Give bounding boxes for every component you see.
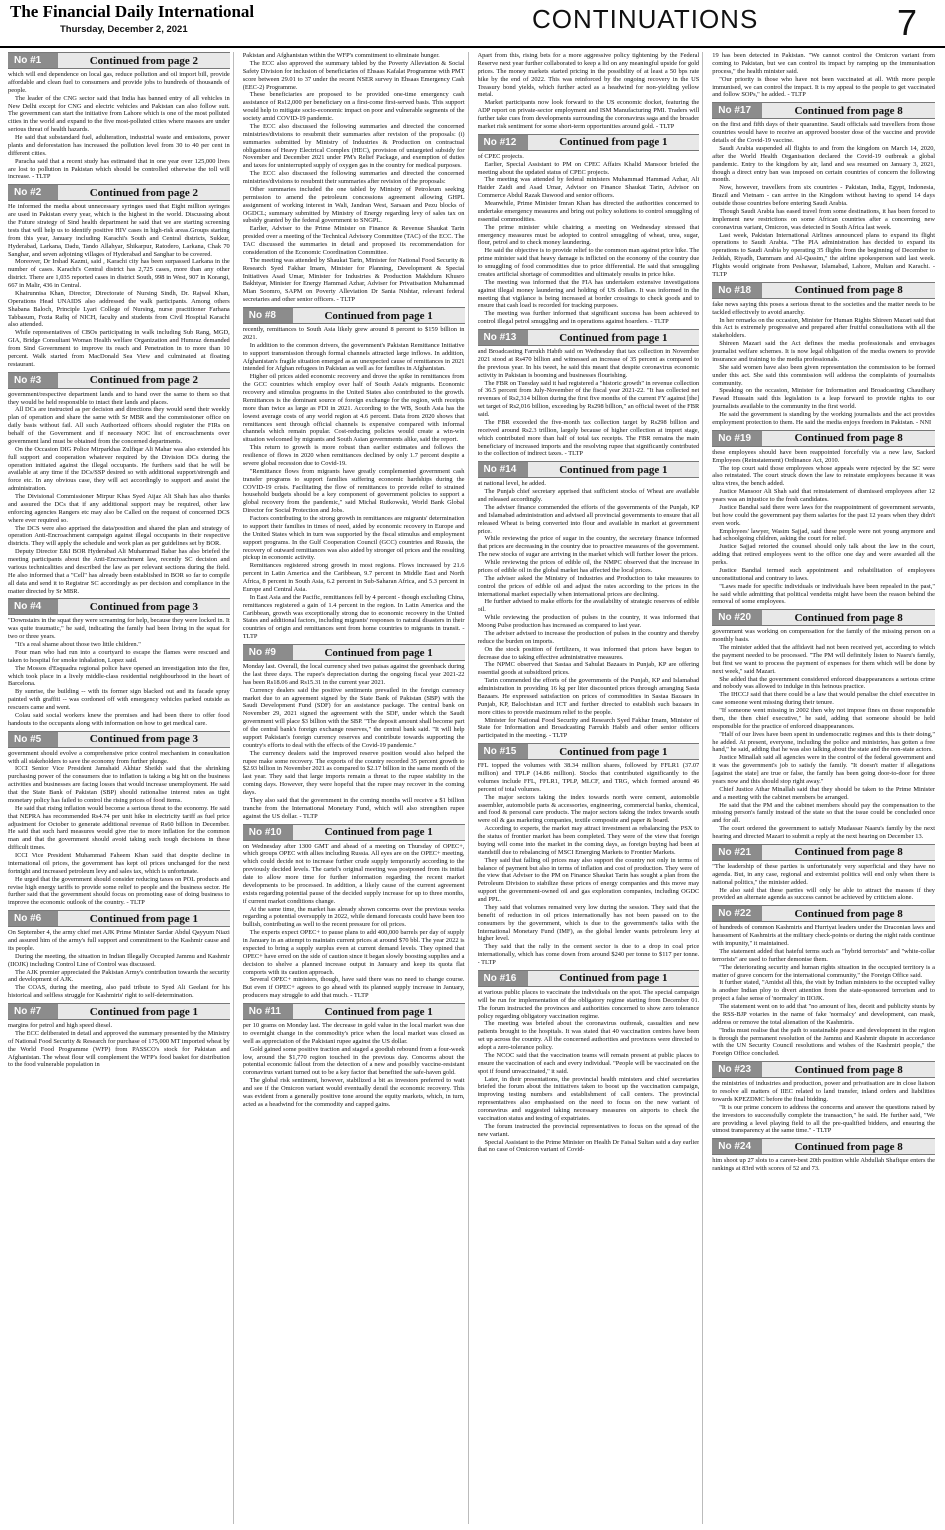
story-number: No #13 [478,330,528,345]
paragraph: fake news saying this poses a serious threat to the societies and the matter needs to be tackled effectively to avoid anarchy. [712,300,935,316]
paragraph: him shoot up 27 slots to a career-best 20th position while Abdullah Shafique enters the rankings at 83rd with scores of 52 and 73. [712,1157,935,1173]
paragraph: The DCS were also apprised the data/position and shared the plan and strategy of operation Anti-Encroachment campaign against illegal occupants in their respective districts. They will apply the schedule and work plan as per guidelines set by BOR. [8,524,230,548]
paragraph: Deputy Director E&I BOR Hyderabad Ali Muhammad Babar has also briefed the meeting participants about the Anti-Encroachment law, recently SC decision and various technicalities and described the law as per relevant sections during the field. He also informed that a "Cell" has already been established in BOR so far to compile all data and send it to Registrar SC accordingly as per decision and compliance in the matter directed by Sr MBR. [8,548,230,595]
paragraph: Pakistan and Afghanistan within the WFP's commitment to eliminate hunger. [242,52,440,59]
paragraph: The Punjab chief secretary apprised that sufficient stocks of Wheat are available and released accordingly. [477,488,700,503]
story-body [712,628,935,841]
story-body [478,762,700,967]
continuation-story [243,307,465,641]
paragraph: Justice Bandial termed such appointment and rehabilitation of employees unconstitutional and contrary to laws. [712,566,935,582]
story-body [8,71,230,181]
story-header [243,307,465,324]
paragraph: He said that substandard fuel, adulteration, industrial waste and emissions, power plants and deforestation has increased the pollution level from 30 to 40 per cent in different cities. [8,134,230,157]
paragraph: The forum instructed the provincial representatives to focus on the spread of the new variant. [477,1122,700,1138]
paragraph: The currency dealers said the improved reserve position would also helped the rupee make some recovery. The exports of the country recorded 35 percent growth to $2.93 billion in November 2021 as compared to $2.17 billion in the same month of the last year. They said that large imports remain a threat to the rupee stability in the coming days. However, they were hopeful that the rupee may recover in the coming days. [242,749,465,796]
story-header [8,731,230,748]
paragraph: They said that the rally in the cement sector is due to a drop in coal price internationally, which has come down from around $240 per tonne to $117 per tonne. - TLTP [477,943,700,966]
paragraph: The meeting was briefed about the coronavirus outbreak, casualties and new patients brought to the hospitals. It was stated that 40 vaccination centres have been set up across the country. All the concerned authorities and provinces were directed to adopt a zero-tolerance policy. [477,1020,700,1051]
paragraph: While reviewing the price of sugar in the country, the secretary finance informed that prices are decreasing in the country due to proactive measures of the government. The new stocks of sugar are arriving in the market which will further lower the prices. [477,535,700,559]
continuation-story [8,598,230,727]
paragraph: of hundreds of common Kashmiris and Hurriyat leaders under the Draconian laws and harassment of Kashmiris at the military check-points or during the night raids continue with impunity," it maintained. [712,924,935,947]
paragraph: Saudi Arabia suspended all flights to and from the kingdom on March 14, 2020, after the World Health Organisation declared the Covid-19 outbreak a global pandemic. Entry to the kingdom by air, land and sea resumed on January 3, 2021, though a direct entry ban was imposed on certain countries of concern the following month. [712,144,935,184]
paragraph: "The deteriorating security and human rights situation in the occupied territory is a matter of grave concern for the international community," the Foreign Office said. [712,963,935,979]
story-number: No #9 [243,645,293,660]
story-body [712,301,935,427]
paragraph: The adviser finance commended the efforts of the governments of the Punjab, KP and Islamabad administration and advised all provincial governments to ensure that all released Wheat is being converted into flour and available in market at government price. [477,503,700,535]
paragraph: Last week, Pakistan International Airlines announced plans to expand its flight operations to Saudi Arabia. "The PIA administration has decided to expand its operations to Saudi Arabia by operating 35 flights from the beginning of December to Jeddah, Riyadh, Dammam and Al-Qassim," the airline spokesperson said last week. Flights would originate from Peshawar, Islamabad, Lahore, Multan and Karachi. - TLTP [712,231,935,278]
paragraph: The Mossos d'Esquadra regional police have opened an investigation into the fire, which took place in a lively middle-class residential neighbourhood in the heart of Barcelona. [8,664,230,688]
story-header [243,644,465,661]
paragraph: The meeting was attended by federal ministers Muhammad Hammad Azhar, Ali Haider Zaidi and Asad Umar, Advisor on Finance Shaukat Tarin, Advisor on Commerce Abdul Razak Dawood and senior officers. [477,176,700,200]
paragraph: By sunrise, the building -- with its former sign blacked out and its facade spray painted with graffiti -- was cordoned off with emergency vehicles parked outside as rescuers came and went. [8,688,230,711]
paragraph: "If someone went missing in 2002 then why not impose fines on those responsible then, the then chief executive," he said, adding that someone should be held responsible for the practice of enforced disappearances. [712,707,935,730]
paragraph: They also said that the government in the coming months will receive a $1 billion tranche from the International Monetary Fund, which will also strengthen rupee against the US dollar. - TLTP [242,796,465,820]
paragraph: The court ordered the government to satisfy Mudassar Naaru's family by the next hearing and directed Mazari to submit a reply at the next hearing on December 13. [712,825,935,840]
paragraph: These beneficiaries are proposed to be provided one-time emergency cash assistance of Rs12,000 per beneficiary on a first-come first-served basis. This support would help to mitigate socio-economic impact on poor and vulnerable segments of the society amid COVID-19 pandemic. [242,91,465,122]
story-continued-from: Continued from page 1 [324,646,433,659]
story-header [712,102,935,119]
continuation-story [243,644,465,821]
story-header [8,52,230,69]
story-continued-from: Continued from page 8 [794,611,903,624]
paragraph: Moreover, Dr Irshad Kazmi, said , Karachi city has been surpassed Larkana in the number of cases. Karachi's Central district has 2,725 cases, more than any other district. There are 1,035 reported cases in district South, 998 in West, 907 in Korangi, 667 in Malir, 436 in Central. [8,258,230,289]
story-body [478,153,700,326]
story-number: No #20 [712,610,762,625]
story-body [712,1157,935,1173]
paragraph: Employees' lawyer, Wasim Sajjad, said these people were not young anymore and had schoolgoing children, asking the court for relief. [712,527,935,543]
continuation-story [712,102,935,279]
story-body [8,929,230,1000]
story-header [712,430,935,447]
story-continued-from: Continued from page 1 [89,1005,199,1018]
paragraph: Apart from this, rising bets for a more aggressive policy tightening by the Federal Reserve next year further collaborated to keep a lid on any meaningful upside for gold prices. The money markets started pricing in the possibility of at least a 50 bps rate hike by the end of 2022. This was reinforced by the ongoing recovery in the US Treasury bond yields, which further acted as a headwind for non-yielding yellow metal. [477,52,700,99]
story-body [8,1022,230,1069]
story-number: No #1 [8,53,58,68]
paragraph: margins for petrol and high speed diesel. [8,1022,113,1029]
story-number: No #18 [712,283,762,298]
continuation-story [478,970,700,1154]
paragraph: these employees should have been reappointed forcefully via a new law, Sacked Employees (Reinstatement) Ordinance Act, 2010. [712,448,935,464]
paragraph: Now, however, travellers from six countries - Pakistan, India, Egypt, Indonesia, Brazil and Vietnam - can arrive in the Kingdom without having to spend 14 days outside those countries before entering Saudi Arabia. [712,184,935,207]
story-body [712,52,935,99]
story-number: No #6 [8,911,58,926]
paragraph: and Broadcasting Farrukh Habib said on Wednesday that tax collection in November 2021 stood at Rs470 billion and witnessed an increase of 35 percent as compared to the previous year. In his tweet, he said this meant that despite coronavirus economic activity in Pakistan is booming and businesses flourishing. [477,348,700,379]
paragraph: Higher oil prices aided economic recovery and drove the spike in remittances from the GCC countries which employ over half of South Asia's migrants. Economic recovery and stimulus programs in the United States also contributed to the growth. Remittances is the dominant source of foreign exchange for the region, with receipts more than twice as large as FDI in 2021. According to the WB, South Asia has the lowest average costs of any world region at 4.6 percent. Data from 2020 shows that remittances sent through official channels is expensive compared with informal channels which remain popular. Cost-reducing policies would create a win-win situation welcomed by migrants and South Asian governments alike, said the report. [242,373,465,444]
continuation-story [243,824,465,1001]
story-continued-from: Continued from page 3 [89,733,199,746]
paragraph: The ECC also discussed the following summaries and directed the concerned ministries/divisions to resubmit their summaries after revision of the proposals: [242,170,465,185]
paragraph: During the meeting, the situation in Indian Illegally Occupied Jammu and Kashmir (IIOJK) including Control Line of Control was discussed. [8,952,230,968]
story-continued-from: Continued from page 1 [324,1005,433,1018]
text-column [8,52,234,1524]
paragraph: They said that volumes remained very low during the session. They said that the benefit of reduction in oil prices internationally has not been passed on to the consumers by the government, which is due to the government's talks with the International Monetary Fund (IMF), as the global lender wants petroleum levy at higher level. [477,903,700,943]
paragraph: recently, remittances to South Asia likely grew around 8 percent to $159 billion in 2021. [242,326,465,341]
continuation-story [712,609,935,841]
paragraph: At the same time, the market has already shown concerns over the previous weeks regarding a potential oversupply in 2022, while demand forecasts could have been too bullish, contributing as well to the recent pressure for oil prices. [242,905,465,929]
story-header [243,824,465,841]
paragraph: He further advised to make efforts for the availability of strategic reserves of edible oil. [477,598,700,614]
continuation-story [8,1003,230,1069]
story-body [8,203,230,368]
paragraph: Speaking on the occasion, Minister for Information and Broadcasting Chaudhary Fawad Hussain said this legislation is a leap forward to provide rights to our journalists available to the community in the first world. [712,387,935,411]
story-body [243,663,465,821]
paragraph: Earlier, Adviser to the Prime Minister on Finance & Revenue Shaukat Tarin presided over a meeting of the Technical Advisory Committee (TAC) of the ECC. The TAC discussed the summaries in detail and proposed its recommendation for consideration of the Economic Coordination Committee. [242,225,465,256]
paragraph: The ECC deliberated in detail and approved the summary presented by the Ministry of National Food Security & Research for purchase of 175,000 MT imported wheat by the World Food Programme (WFP) from PASSCO's stock for Pakistan and Afghanistan. The wheat flour will complement the WFP's food basket for distribution to the food vulnerable population in [8,1029,230,1069]
paragraph: per 10 grams on Monday last. The decrease in gold value in the local market was due to overnight change in the commodity's price when the local market was closed as well as appreciation of the Pakistani rupee against the US dollar. [242,1022,465,1045]
story-header [478,329,700,346]
paragraph: The statement went on to add that "no amount of lies, deceit and publicity stunts by the RSS-BJP votaries in the name of fake 'normalcy' and development, can mask, address or remove the total alienation of the Kashmiris. [712,1003,935,1026]
paragraph: of CPEC projects. [477,152,524,160]
paragraph: The global risk sentiment, however, stabilized a bit as investors preferred to wait and see if the Omicron variant would eventually derail the economic recovery. This was evident from a generally positive tone around the equity markets, which, in turn, acted as a headwind for the commodity and capped gains. [242,1077,465,1108]
issue-date: Thursday, December 2, 2021 [60,24,188,35]
paragraph: Remittances registered strong growth in most regions. Flows increased by 21.6 percent in Latin America and the Caribbean, 9.7 percent in Middle East and North Africa, 8 percent in South Asia, 6.2 percent in Sub-Saharan Africa, and 5.3 percent in Europe and Central Asia. [242,562,465,593]
paragraph: The Divisional Commissioner Mirpur Khas Syed Aijaz Ali Shah has also thanks and assured the DCs that if any additional support may be required, other law enforcing agencies Rangers etc may also be Called on the request of concerned DCS where ever required so. [8,493,230,524]
story-continued-from: Continued from page 8 [794,432,903,445]
paragraph: The top court said those employees whose appeals were rejected by the SC were also reinstated. The court struck down the law to reinstate employees because it was ultra vires, the bench added. [712,464,935,488]
paragraph: Gold gained some positive traction and staged a goodish rebound from a four-week low, around the $1,770 region touched in the previous day. Concerns about the potential economic fallout from the detection of a new and possibly vaccine-resistant coronavirus variant turned out to be a key factor that benefited the safe-haven gold. [242,1045,465,1077]
story-continued-from: Continued from page 1 [559,331,668,344]
story-number: No #12 [478,135,528,150]
paragraph: They said that falling oil prices may also support the country not only in terms of balance of payment but also in terms of inflation and cost of production. They were of the view that Adviser to the PM on Finance Shaukat Tarin has sought a plan from the Petroleum Division to stabilize these prices of energy companies and this move may support the government-owned oil and gas exploration companies, including OGDC and PPL. [477,856,700,903]
story-number: No #3 [8,373,58,388]
paragraph: Market participants now look forward to the US economic docket, featuring the ADP report on private-sector employment and ISM Manufacturing PMI. Traders will further take cues from developments surrounding the coronavirus saga and the broader market risk sentiment for some short-term opportunities around gold. - TLTP [477,99,700,130]
story-header [8,910,230,927]
masthead [0,0,945,48]
paragraph: He urged that the government should consider reducing taxes on POL products and revise high energy tariffs to provide some relief to people and the business sector. He further said that the government should focus on promoting ease of doing business to improve the economic outlook of the country. - TLTP [8,875,230,907]
paragraph: In addition to the common drivers, the government's Pakistan Remittance Initiative to support transmission through formal channels attracted large inflows. In addition, Afghanistan's fragile situation emerged as an unexpected cause of remittances in 2021 intended for Afghan refugees in Pakistan as well as for families in Afghanistan. [242,341,465,373]
story-header [8,1003,230,1020]
story-body [478,52,700,131]
paragraph: While reviewing the prices of edible oil, the NMPC observed that the increase in prices of edible oil in the global market has affected the local prices. [477,559,700,574]
paragraph: Later, in their presentations, the provincial health ministers and chief secretaries briefed the forum about the initiatives taken to boost up the vaccination campaign, improving testing numbers and establishment of call centers. The provincial representatives also emphasised on the need to focus on the new variant of coronavirus and suggested taking necessary measures on airports to check the vaccination status and testing of expatriates. [477,1075,700,1122]
paragraph: The NPMC observed that Sastaa and Sahulat Bazaars in Punjab, KP are offering essential goods at subsidized prices. [477,661,700,677]
story-header [478,970,700,987]
story-continued-from: Continued from page 2 [89,374,199,387]
paragraph: "It is our prime concern to address the concerns and answer the questions raised by the investors to successfully complete the transaction," he said. He further said, "We are providing a level playing field to all the pre-qualified bidders, and ensuring the utmost transparency at the same time." - TLTP [712,1103,935,1135]
story-header [712,1138,935,1155]
paragraph: It further stated, "Amidst all this, the visit by Indian ministers to the occupied valley is another Indian ploy to divert attention from the state-sponsored terrorism and to project a false sense of 'normalcy' in IIOJK. [712,979,935,1003]
story-body [712,924,935,1058]
paragraph: ICCI Senior Vice President Jamshaid Akhtar Sheikh said that the shrinking purchasing power of the consumers due to inflation is taking a big hit on the business activities and businesses are facing losses that would increase unemployment. He said that the State Bank of Pakistan (SBP) should rationalise interest rates as tight monetary policy has failed to control the rising prices of food items. [8,765,230,804]
continuation-story [478,743,700,967]
continuation-story [478,461,700,740]
paragraph: Chief Justice Athar Minallah said that they should be taken to the Prime Minister and a meeting with the cabinet members be arranged. [712,785,935,801]
story-number: No #14 [478,462,528,477]
story-number: No #7 [8,1004,58,1019]
story-body [8,617,230,727]
paragraph: government should evolve a comprehensive price control mechanism in consultation with all stakeholders to save the economy from further plunge. [8,749,230,765]
paragraph: The meeting was attended by Shaukat Tarin, Minister for National Food Security & Research Syed Fakhar Imam, Minister for Planning, Development & Special Initiatives Asad Umar, Minister for Industries & Production Makhdum Khusro Bakhtyar, Minister for Energy Hammad Azhar, Adviser for Privatisation Muhammad Mian Soomro, SAPM on Poverty Alleviation Dr Sania Nishtar, relevant federal secretaries and other senior officers. - TLTP [242,256,465,304]
story-number: No #15 [478,744,528,759]
continuation-story [712,430,935,607]
paragraph: Earlier, Special Assistant to PM on CPEC Affairs Khalid Mansoor briefed the meeting about the updated status of CPEC projects. [477,160,700,176]
paragraph: She added that the government considered enforced disappearances a serious crime and nobody was allowed to indulge in this heinous practice. [712,675,935,691]
continuation-story [478,329,700,458]
newspaper-name: The Financial Daily International [10,2,255,21]
paragraph: Justice Mansoor Ali Shah said that reinstatement of dismissed employees after 12 years was an injustice to the fresh candidates. [712,488,935,503]
continuation-story [243,1003,465,1109]
continuation-story [243,52,465,304]
paragraph: The experts expect OPEC+ to pause plans to add 400,000 barrels per day of supply in January in an attempt to maintain current prices at around $70 bbl. The year 2022 is expected to bring a supply surplus even at current demand levels. They opined that OPEC+ have erred on the side of caution since it began slowly boosting supplies and a decision to shelve a planned increase output in January and keep its quota flat comports with its caution approach. [242,929,465,976]
paragraph: He also said that these parties will only be able to attract the masses if they provided an alternate agenda as success cannot be achieved by criticism alone. [712,886,935,902]
continuation-story [8,184,230,368]
story-header [712,282,935,299]
paragraph: The NCOC said that the vaccination teams will remain present at public places to ensure the vaccination of each and every individual. "People will be vaccinated on the spot if found unvaccinated," it said. [477,1051,700,1075]
paragraph: He said that the PM and the cabinet members should pay the compensation to the missing person's family instead of the state so that the issue could be concluded once and for all. [712,801,935,825]
page-number: 7 [897,2,918,43]
paragraph: While representatives of CBOs participating in walk including Sub Rang, MGD, GIA, Bridge Consultant Woman Health welfare Organization and Humraz demanded from Sind Government to improve its reach and Penetration in to more than 10 percent. Walk started from MacDonald Sea View and culminated at floating restaurant. [8,329,230,368]
story-number: No #19 [712,431,762,446]
section-title: CONTINUATIONS [532,4,759,34]
continuation-story [8,731,230,908]
paragraph: the ministries of industries and production, power and privatisation are in close liaison to resolve all matters of IIEC related to land transfer, inland orders and liabilities towards KPEZDMC before the final bidding. [712,1080,935,1103]
paragraph: Special Assistant to the Prime Minister on Health Dr Faisal Sultan said a day earlier that no case of Omicron variant of Covid- [477,1138,700,1154]
paragraph: The major sectors taking the index towards north were cement, automobile assembler, automobile parts & accessories, engineering, commercial banks, chemical, and food & personal care products. The major sectors taking the index towards south were oil & gas marketing companies, textile composite and paper & board. [477,793,700,825]
story-body [8,391,230,596]
paragraph: Justice Minallah said all agencies were in the control of the federal government and it was the government's job to satisfy the family. "It doesn't matter if allegations [against the state] are true or false, the family has been going door-to-door for three years now and this should stop right away." [712,754,935,785]
story-body [712,449,935,607]
paragraph: "Laws made for specific individuals or individuals have been repealed in the past," he said while admitting that political vendetta might have been the reason behind the removal of some employees. [712,582,935,606]
paragraph: Meanwhile, Prime Minister Imran Khan has directed the authorities concerned to undertake emergency measures and bring out policy solutions to control smuggling of essential commodities. [477,200,700,223]
story-number: No #4 [8,599,58,614]
story-number: No #22 [712,906,762,921]
story-number: No #5 [8,732,58,747]
continuation-story [712,1138,935,1173]
continuation-story [712,1061,935,1135]
story-header [478,743,700,760]
paragraph: "Our priority is those who have not been vaccinated at all. With more people immunised, we can control the impact. It is my appeal to the people to get vaccinated and follow SOPs," he added. - TLTP [712,75,935,99]
paragraph: Colau said social workers knew the premises and had been there to offer food handouts to the occupants along with information on how to get medical care. [8,711,230,727]
paragraph: "It's a real shame about those two little children." [15,641,141,648]
continuation-story [8,910,230,1000]
story-header [478,134,700,151]
story-header [243,1003,465,1020]
story-continued-from: Continued from page 1 [324,826,433,838]
paragraph: which will end dependence on local gas, reduce pollution and oil import bill, provide affordable and clean fuel to consumers and provide jobs to hundreds of thousands of people. [8,71,230,94]
story-number: No #17 [712,103,762,118]
paragraph: The statement added that hateful terms such as "hybrid terrorists" and "white-collar terrorists" are used to further demonise them. [712,947,935,963]
text-column [243,52,469,1524]
paragraph: at various public places to vaccinate the individuals on the spot. The special campaign will be run for implementation of the obligatory regime starting from December 01. The forum instructed the provinces and authorities concerned to show zero tolerance policy regarding obligatory vaccination regime. [477,988,700,1020]
story-number: No #16 [478,971,528,986]
paragraph: All DCs are instructed as per decision and directions they would send their weekly plan of operation and share the same with Sr MBR and the commissioner office on daily basis without fail. All such Authorized officers should register the FIRs on behalf of the Government and if necessary NOC list of encroachments over government land must be obtained from the concerned departments. [8,406,230,445]
continuation-story [8,372,230,596]
paragraph: He said the objective is to provide relief to the common man against price hike. The prime minister said that heavy damage is inflicted on the economy of the country due to smuggling of food commodities due to price differential. He said that smuggling creates artificial shortage of commodities and ultimately results in price hike. [477,247,700,278]
paragraph: The FBR on Tuesday said it had registered a "historic growth" in revenue collection of 36.5 percent from July-November of the fiscal year 2021-22. "It has collected net revenues of Rs2,314 billion during the first five months of the current FY against [the] set target of Rs2,016 billion, exceeding by Rs298 billion," an official tweet of the FBR said. [477,379,700,418]
paragraph: Minister for National Food Security and Research Syed Fakhar Imam, Minister of State for Information and Broadcasting Farrukh Habib and other senior officers participated in the meeting. - TLTP [477,716,700,740]
paragraph: at national level, he added. [477,480,546,488]
paragraph: on the first and fifth days of their quarantine. Saudi officials said travellers from those countries would have to receive an approved booster dose of the vaccine and provide details of the Covid-19 vaccine. [712,121,935,144]
paragraph: government/respective department lands and to hand over the same to them so that they would be held responsible to intact their lands and places. [8,390,230,406]
story-continued-from: Continued from page 1 [559,136,668,149]
paragraph: Factors contributing to the strong growth in remittances are migrants' determination to support their families in times of need, aided by economic recovery in Europe and the United States which in turn was supported by the fiscal stimulus and employment support programs. In the Gulf Cooperation Council (GCC) countries and Russia, the recovery of outward remittances was also aided by stronger oil prices and the resulting pickup in economic activity. [242,515,465,562]
story-body [712,863,935,902]
paragraph: In East Asia and the Pacific, remittances fell by 4 percent - though excluding China, remittances registered a gain of 1.4 percent in the region. In Latin America and the Caribbean, growth was exceptionally strong due to economic recovery in the United States and additional factors, including migrants' responses to natural disasters in their countries of origin and remittances sent from home countries to migrants in transit. - TLTP [242,593,465,641]
paragraph: According to experts, the market may attract investment as rebalancing the PSX to the status of frontier market has been completed. They were of the view that foreign buying will come into the market in the coming days, as foreign buying had been at standstill due to rebalancing of MSCI Emerging Markets to Frontier Markets. [477,825,700,856]
story-header [712,844,935,861]
paragraph: "India must realise that the path to sustainable peace and development in the region is through the permanent resolution of the Jammu and Kashmir dispute in accordance with the UN Security Council resolutions and wishes of the Kashmiri people," the Foreign Office concluded. [712,1026,935,1058]
paragraph: Monday last. Overall, the local currency shed two paisas against the greenback during the last three days. The rupee's depreciation during the ongoing fiscal year 2021-22 has been Rs18.06 and Rs15.31 in the current year 2021. [242,663,465,686]
story-body [712,1080,935,1135]
story-body [243,52,465,304]
story-continued-from: Continued from page 2 [89,54,199,67]
story-continued-from: Continued from page 8 [794,104,903,117]
story-body [478,480,700,740]
paragraph: Currency dealers said the positive sentiments prevailed in the foreign currency market due to an agreement signed by the State Bank of Pakistan (SBP) with the Saudi Development Fund (SDF) for an assistance package. The central bank on November 29, 2021 signed the agreement with the SDF, under which the Saudi government will place $3 billion with the SBP. "The deposit amount shall become part of the central bank's foreign exchange reserves," the central bank said. "It will help support Pakistan's foreign currency reserves and contribute towards supporting the country's efforts to deal with the effects of the Covid-19 pandemic." [242,686,465,749]
story-continued-from: Continued from page 8 [794,1140,903,1153]
story-continued-from: Continued from page 3 [89,600,199,613]
paragraph: The meeting was informed that the FIA has undertaken extensive investigations against illegal money laundering and holding of US dollars. It was informed in the meeting that vigilance is being increased at border crossings to check goods and to ensure that cash load is recorded for tracking purposes. [477,278,700,310]
story-number: No #21 [712,845,762,860]
paragraph: Tarin commended the efforts of the governments of the Punjab, KP and Islamabad administration in providing 16 kg per liter discounted prices through arranging Sasta Bazaars. He expressed satisfaction on prices of commodities in Sastaa Bazaars in Punjab, KP, Balochistan and ICT and further directed to establish such bazaars in more cities to provide maximum relief to the people. [477,677,700,716]
paragraph: The adviser asked the Ministry of Industries and Production to take measures to control the prices of edible oil and adjust the rates according to the prices in the international market especially when international prices are declining. [477,574,700,598]
text-column [478,52,704,1524]
paragraph: The leader of the CNG sector said that India has banned entry of all vehicles in New Delhi except for CNG and electric vehicles and Pakistan can also follow suit. The government can start the initiative from Lahore which is one of the most polluted cities in the world and expand to the five most-polluted cities where masses are under serious threat of health hazards. [8,94,230,134]
paragraph: ICCI Vice President Muhammad Faheem Khan said that despite decline in international oil prices, the government has kept oil prices unchanged for the next fortnight and increased petroleum levy and sales tax, which is unfortunate. [8,852,230,875]
paragraph: "Downstairs in the squat they were screaming for help, because they were locked in. It was quite traumatic," he said, indicating the family had been living in the squat for two or three years. [8,617,230,641]
story-header [712,1061,935,1078]
paragraph: Justice Sajjad retorted the counsel should only talk about the law in the court, adding that retired employees went to the office one day and were awarded all the perks. [712,543,935,566]
story-continued-from: Continued from page 1 [559,745,668,758]
story-header [712,609,935,626]
story-body [243,1022,465,1109]
story-number: No #24 [712,1139,762,1154]
paragraph: 19 has been detected in Pakistan. "We cannot control the Omicron variant from coming to Pakistan, but we can control its impact by ramping up the immunisation process," the health minister said. [712,52,935,75]
paragraph: "Half of our lives have been spent in undemocratic regimes and this is their doing," he added. At present, everyone, including the police and ministries, has gotten a free hand," he said, adding that he was also talking about the state and the non-state actors. [712,730,935,754]
story-body [8,750,230,908]
paragraph: The meeting was further informed that significant success has been achieved to control illegal petrol smuggling and in operations against hoarders. - TLTP [477,310,700,326]
paragraph: Shireen Mazari said the Act defines the media professionals and envisages journalist welfare schemes. It is now legal obligation of the media owners to provide insurance and training to the media professionals. [712,340,935,363]
story-body [243,843,465,1001]
paragraph: Paracha said that a recent study has estimated that in one year over 125,000 lives are lost to pollution in Pakistan which should be controlled otherwise the toll will increase. - TLTP [8,157,230,181]
paragraph: on Wednesday after 1300 GMT and ahead of a meeting on Thursday of OPEC+, which groups OPEC with allies including Russia. All eyes are on the OPEC+ meeting, which could decide not to increase further crude supply temporarily according to the previously decided levels. The cartel's original meeting was postponed from its initial date to allow more time for further information regarding the recent market developments to be processed. In addition, a likely cause of the current agreement exists regarding potential pause of the decided supply increase for up to three months, if current market conditions change. [242,842,465,905]
paragraph: The IHCCJ said that there could be a law that would penalise the chief executive in case someone went missing during their tenure. [712,691,935,707]
paragraph: On the Occasion DIG Police Mirparkhas Zulfiqar Ali Mahar was also extended his full support and cooperation whatever required by the Division DCs during the operation initiated against the illegal occupants. He furthers said that he will be available at any time if the DCs/SSP desired so with additional support/strength and force etc. In any obvious case, they will act accordingly to support and assist the administration. [8,445,230,493]
story-number: No #8 [243,308,293,323]
story-number: No #11 [243,1004,293,1019]
paragraph: This return to growth is more robust than earlier estimates and follows the resilience of flows in 2020 when remittances declined by only 1.7 percent despite a severe global recession due to Covid-19. [242,444,465,467]
story-body [243,326,465,641]
story-number: No #23 [712,1062,762,1077]
story-header [8,372,230,389]
story-continued-from: Continued from page 8 [794,284,903,297]
paragraph: "Remittance flows from migrants have greatly complemented government cash transfer programs to support families suffering economic hardships during the COVID-19 crisis. Facilitating the flow of remittances to provide relief to strained household budgets should be a key component of government policies to support a global recovery from the pandemic," said Michal Rutkowski, World Bank Global Director for Social Protection and Jobs. [242,467,465,515]
continuation-story [478,134,700,326]
paragraph: Four man who had run into a courtyard to escape the flames were rescued and taken to hospital for smoke inhalation, Lopez said. [8,648,230,664]
story-body [478,989,700,1154]
paragraph: While reviewing the production of pulses in the country, it was informed that Moong Pulse production has increased as compared to last year. [477,614,700,629]
story-continued-from: Continued from page 8 [794,907,903,920]
paragraph: The FBR exceeded the five-month tax collection target by Rs298 billion and received around Rs2.3 trillion, largely because of higher collection at import stage, which contributed more than half of total tax receipts. The FBR remains the main beneficiary of increased imports and the resolving rupee that significantly contributed to the collection of indirect taxes. - TLTP [477,418,700,458]
story-continued-from: Continued from page 1 [559,972,668,985]
paragraph: In her remarks on the occasion, Minister for Human Rights Shireen Mazari said that this Act is extremely progressive and prepared after fruitful consultations with all the stakeholders. [712,316,935,340]
story-number: No #10 [243,825,293,840]
paragraph: government was working on compensation for the family of the missing person on a monthly basis. [712,628,935,644]
paragraph: On September 4, the army chief met AJK Prime Minister Sardar Abdul Qayyum Niazi and assured him of the army's full support and commitment to the Kashmir cause and its people. [8,929,230,952]
paragraph: The ECC also approved the summary tabled by the Poverty Alleviation & Social Safety Division for inclusion of beneficiaries of Ehsaas Kafalat Programme with PMT score between 29.01 to 37 under the recent NSER survey in Ehsaas Emergency Cash (EEC-2) Programme. [242,59,465,91]
paragraph: "The leadership of these parties is unfortunately very superficial and they have no agenda. But, in any case, regional and extremist politics will end only when there is national politics," the minister added. [712,862,935,886]
paragraph: The adviser advised to increase the production of pulses in the country and thereby reduce the burden on imports. [477,629,700,645]
paragraph: Khairunnisa Khan, Director, Directorate of Nursing Sindh, Dr. Rajwal Khan, Operations Head UNAIDS also addressed the walk participants. Among others Shabana Baloch, Principle Lyari College of Nursing, nurse practitioner Farhana Tabbasum, Fozia Rafiq of NICH, faculty and students from Civil Hospital Karachi also attended. [8,289,230,329]
story-number: No #2 [8,185,58,200]
story-body [478,348,700,458]
continuation-story [478,52,700,131]
continuation-story [8,52,230,181]
continuation-story [712,282,935,427]
paragraph: He informed the media about unnecessary syringes used that Eight million syringes are used in Pakistan every year, which is the highest in the world. Discussing about the Future strategy of Sind health department he said that we are starting screening tests that will help us to identify positive HIV cases in high-risk areas.Groups starting from this year, January including Karachi's South and Central districts, Sukkur, Hyderabad, Larkana, Dadu, Tando Allahyar, Shikarpur, Ratodero, Larkana, Chak 70 Sanghar, and seven adjoining villages of Hyderabad and Sanghar to be covered. [8,203,230,258]
paragraph: The AJK premier appreciated the Pakistan Army's contribution towards the security and development of AJK. [8,968,230,984]
story-continued-from: Continued from page 8 [794,846,903,859]
paragraph: Justice Bandial said there were laws for the reappointment of government servants, but how could the government pay them salaries for the past 12 years when they didn't even work. [712,503,935,527]
paragraph: He said the government is standing by the working journalists and the act provides employment protection to them. He said the media enjoys freedom in Pakistan. - NNI [712,411,935,426]
story-header [8,184,230,201]
page-columns [8,52,938,1524]
story-continued-from: Continued from page 2 [89,186,199,199]
story-continued-from: Continued from page 1 [89,912,199,925]
paragraph: The minister added that the affidavit had not been received yet, according to which the payment needed to be processed. "The PM will definitely listen to Nasru's family, but first we want to process the payment of expenses for them which will be done by next week," said Mazari. [712,644,935,675]
paragraph: On the stock position of fertilizers, it was informed that prices have begun to decrease due to taking effective administrative measures. [477,645,700,661]
paragraph: Though Saudi Arabia has eased travel from some destinations, it has been forced to implement new restrictions on some African countries after a concerning new coronavirus variant, Omicron, was detected in South Africa last week. [712,207,935,231]
story-continued-from: Continued from page 8 [794,1063,903,1076]
continuation-story [712,905,935,1058]
paragraph: Other summaries included the one tabled by Ministry of Petroleum seeking permission to amend the petroleum concessions agreement allowing GHPL assignment of working interest in Wali, Jandran West, Sarsaan and Pezu blocks of OGDCL; summary submitted by Ministry of Energy regarding levy of sales tax on subsidy granted by the federal government to SNGPL. [242,185,465,225]
paragraph: Several OPEC+ ministers, though, have said there was no need to change course. But even if OPEC+ agrees to go ahead with its planned supply increase in January, producers may struggle to add that much. - TLTP [242,976,465,1000]
paragraph: He said that rising inflation would become a serious threat to the economy. He said that NEPRA has recommended Rs4.74 per unit hike in electricity tariff as fuel price adjustment for October to generate additional revenue of Rs60 billion in December. He said that such hard measures would give rise to more inflation for the common man and that the government should avoid taking such tough decisions in these difficult times. [8,804,230,852]
continuation-story [712,52,935,99]
story-header [478,461,700,478]
story-header [712,905,935,922]
paragraph: She said women have also been given representation the commission to be formed under this act. She said this commission will address the complaints of journalists community. [712,363,935,387]
story-header [8,598,230,615]
paragraph: The prime minister while chairing a meeting on Wednesday stressed that emergency measures must be adopted to control smuggling of wheat, urea, sugar, flour, petrol and to check money laundering. [477,223,700,247]
paragraph: The ECC also discussed the following summaries and directed the concerned ministries/divisions to resubmit their summaries after revision of the proposals: (i) summaries submitted by Ministry of Industries & Production on contractual obligations of Heavy Electrical Complex (HEC), provision of untargeted subsidy for November and December 2021 under PM's Relief Package, and exemption of duties and taxes for uninterrupted supply of oxygen gas in the country for medical purposes. [242,122,465,170]
story-continued-from: Continued from page 1 [324,309,433,322]
text-column [712,52,938,1524]
paragraph: FFL topped the volumes with 38.34 million shares, followed by FFLR1 (37.07 million) and TPLP (14.86 million). Stocks that contributed significantly to the volumes include FFL, FFLR1, TPLP, MLCF, and TRG, which formed around 46 percent of total volumes. [477,762,700,793]
continuation-story [712,844,935,902]
paragraph: The COAS, during the meeting, also paid tribute to Syed Ali Geelani for his historical and selfless struggle for Kashmiris' right to self-determination. [8,984,230,1000]
story-continued-from: Continued from page 1 [559,463,668,476]
story-body [712,121,935,279]
